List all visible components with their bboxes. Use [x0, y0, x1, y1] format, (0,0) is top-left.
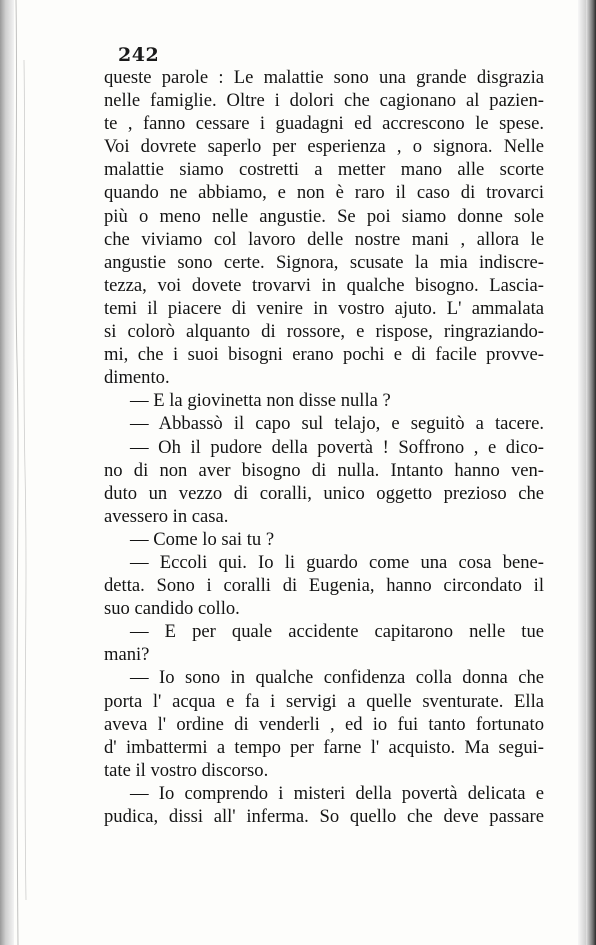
text-line: nelle famiglie. Oltre i dolori che cagionano al pazien- — [104, 90, 544, 112]
text-line: — Io sono in qualche confidenza colla donna che — [130, 667, 544, 689]
text-line: tate il vostro discorso. — [104, 759, 269, 781]
text-line: porta l' acqua e fa i servigi a quelle sventurate. Ella — [104, 690, 544, 712]
text-line: temi il piacere di venire in vostro ajuto. L' ammalata — [104, 297, 544, 319]
text-line: detta. Sono i coralli di Eugenia, hanno circondato il — [104, 575, 544, 597]
text-line: aveva l' ordine di venderli , ed io fui tanto fortunato — [104, 713, 544, 735]
text-line: dimento. — [104, 367, 170, 389]
page-number: 242 — [118, 44, 160, 66]
text-line: — Oh il pudore della povertà ! Soffrono , e dico- — [130, 436, 544, 458]
text-line: te , fanno cessare i guadagni ed accrescono le spese. — [104, 113, 544, 135]
text-line: quando ne abbiamo, e non è raro il caso di trovarci — [104, 182, 544, 204]
text-line: pudica, dissi all' inferma. So quello che deve passare — [104, 806, 544, 827]
right-scan-shadow — [578, 0, 586, 945]
text-line: — E la giovinetta non disse nulla ? — [130, 390, 391, 412]
text-line: — Eccoli qui. Io li guardo come una cosa bene- — [130, 551, 544, 573]
text-line: mani? — [104, 644, 150, 666]
text-line: queste parole : Le malattie sono una grande disgrazia — [104, 67, 544, 88]
text-line: d' imbattermi a tempo per farne l' acquisto. Ma segui- — [104, 736, 544, 758]
text-line: avessero in casa. — [104, 505, 229, 527]
text-line: che viviamo col lavoro delle nostre mani , allora le — [104, 228, 544, 250]
text-line: suo candido collo. — [104, 598, 240, 620]
text-line: tezza, voi dovete trovarvi in qualche bisogno. Lascia- — [104, 274, 544, 296]
text-line: no di non aver bisogno di nulla. Intanto hanno ven- — [104, 459, 544, 481]
text-line: Voi dovrete saperlo per esperienza , o signora. Nelle — [104, 136, 544, 158]
body-text — [104, 66, 544, 828]
left-scan-margin-marks — [10, 0, 40, 945]
text-line: malattie siamo costretti a metter mano alle scorte — [104, 159, 544, 181]
text-line: si colorò alquanto di rossore, e rispose, ringraziando- — [104, 321, 544, 343]
text-line: — Abbassò il capo sul telajo, e seguitò a tacere. — [130, 413, 544, 435]
text-line: più o meno nelle angustie. Se poi siamo donne sole — [104, 205, 544, 227]
text-line: mi, che i suoi bisogni erano pochi e di facile provve- — [104, 344, 544, 366]
text-line: duto un vezzo di coralli, unico oggetto prezioso che — [104, 482, 544, 504]
right-scan-edge — [586, 0, 596, 945]
text-line: — E per quale accidente capitarono nelle tue — [130, 621, 544, 643]
text-line: — Come lo sai tu ? — [130, 528, 275, 550]
text-line: — Io comprendo i misteri della povertà delicata e — [130, 782, 544, 804]
text-line: angustie sono certe. Signora, scusate la mia indiscre- — [104, 251, 544, 273]
